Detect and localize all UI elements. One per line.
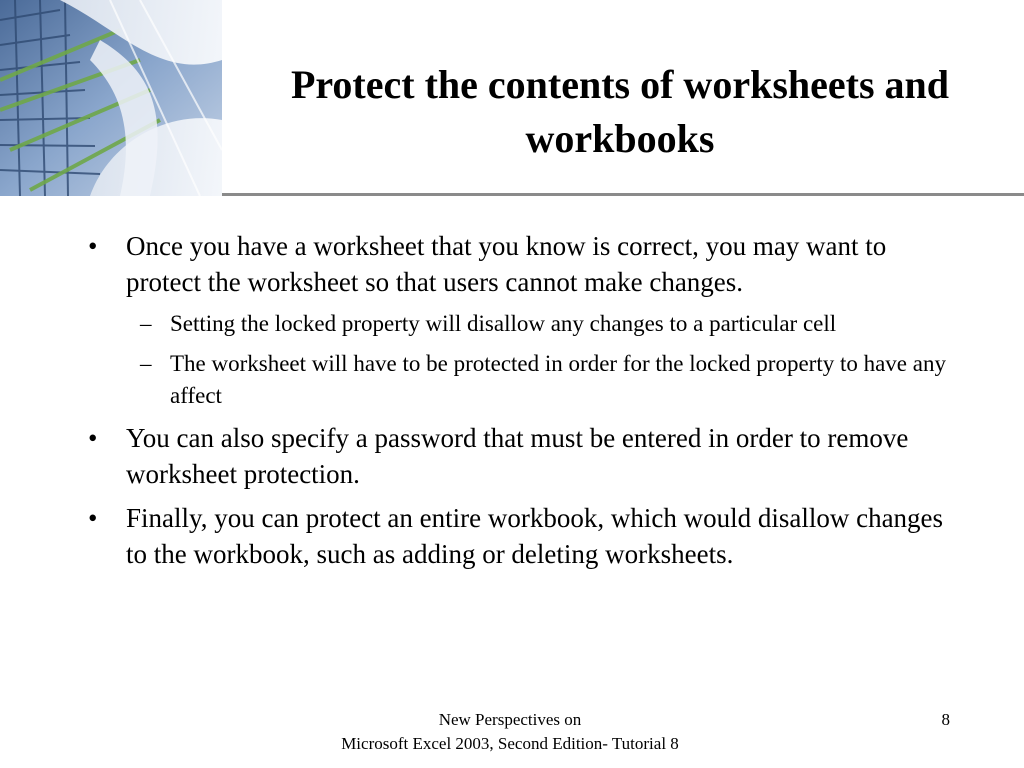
sub-bullet-text: The worksheet will have to be protected in order for the locked property to have any affect xyxy=(170,351,946,408)
bullet-text: Finally, you can protect an entire workbook, which would disallow changes to the workbook, such as adding or deleting worksheets. xyxy=(126,503,944,569)
bullet-text: Once you have a worksheet that you know is correct, you may want to protect the worksheet so that users cannot make changes. xyxy=(126,231,887,297)
sub-bullet-item xyxy=(84,308,954,340)
bullet-marker: • xyxy=(88,231,98,261)
sub-bullet-item xyxy=(84,348,954,412)
sub-bullet-marker: – xyxy=(140,351,152,376)
slide-title: Protect the contents of worksheets and workbooks xyxy=(290,62,950,161)
header-divider xyxy=(222,193,1024,196)
bullet-item xyxy=(84,228,954,300)
architecture-photo-icon xyxy=(0,0,222,196)
footer-line-2: Microsoft Excel 2003, Second Edition- Tutorial 8 xyxy=(341,734,679,753)
header-architecture-image xyxy=(0,0,222,196)
bullet-text: You can also specify a password that must be entered in order to remove worksheet protection. xyxy=(126,423,909,489)
slide-number: 8 xyxy=(941,710,950,729)
bullet-item xyxy=(84,500,954,572)
slide-footer xyxy=(300,708,720,756)
footer-line-1: New Perspectives on xyxy=(438,710,582,729)
sub-bullet-marker: – xyxy=(140,311,152,336)
sub-bullet-text: Setting the locked property will disallow any changes to a particular cell xyxy=(170,311,837,336)
bullet-item xyxy=(84,420,954,492)
slide-content xyxy=(84,228,954,580)
bullet-marker: • xyxy=(88,503,98,533)
bullet-marker: • xyxy=(88,423,98,453)
